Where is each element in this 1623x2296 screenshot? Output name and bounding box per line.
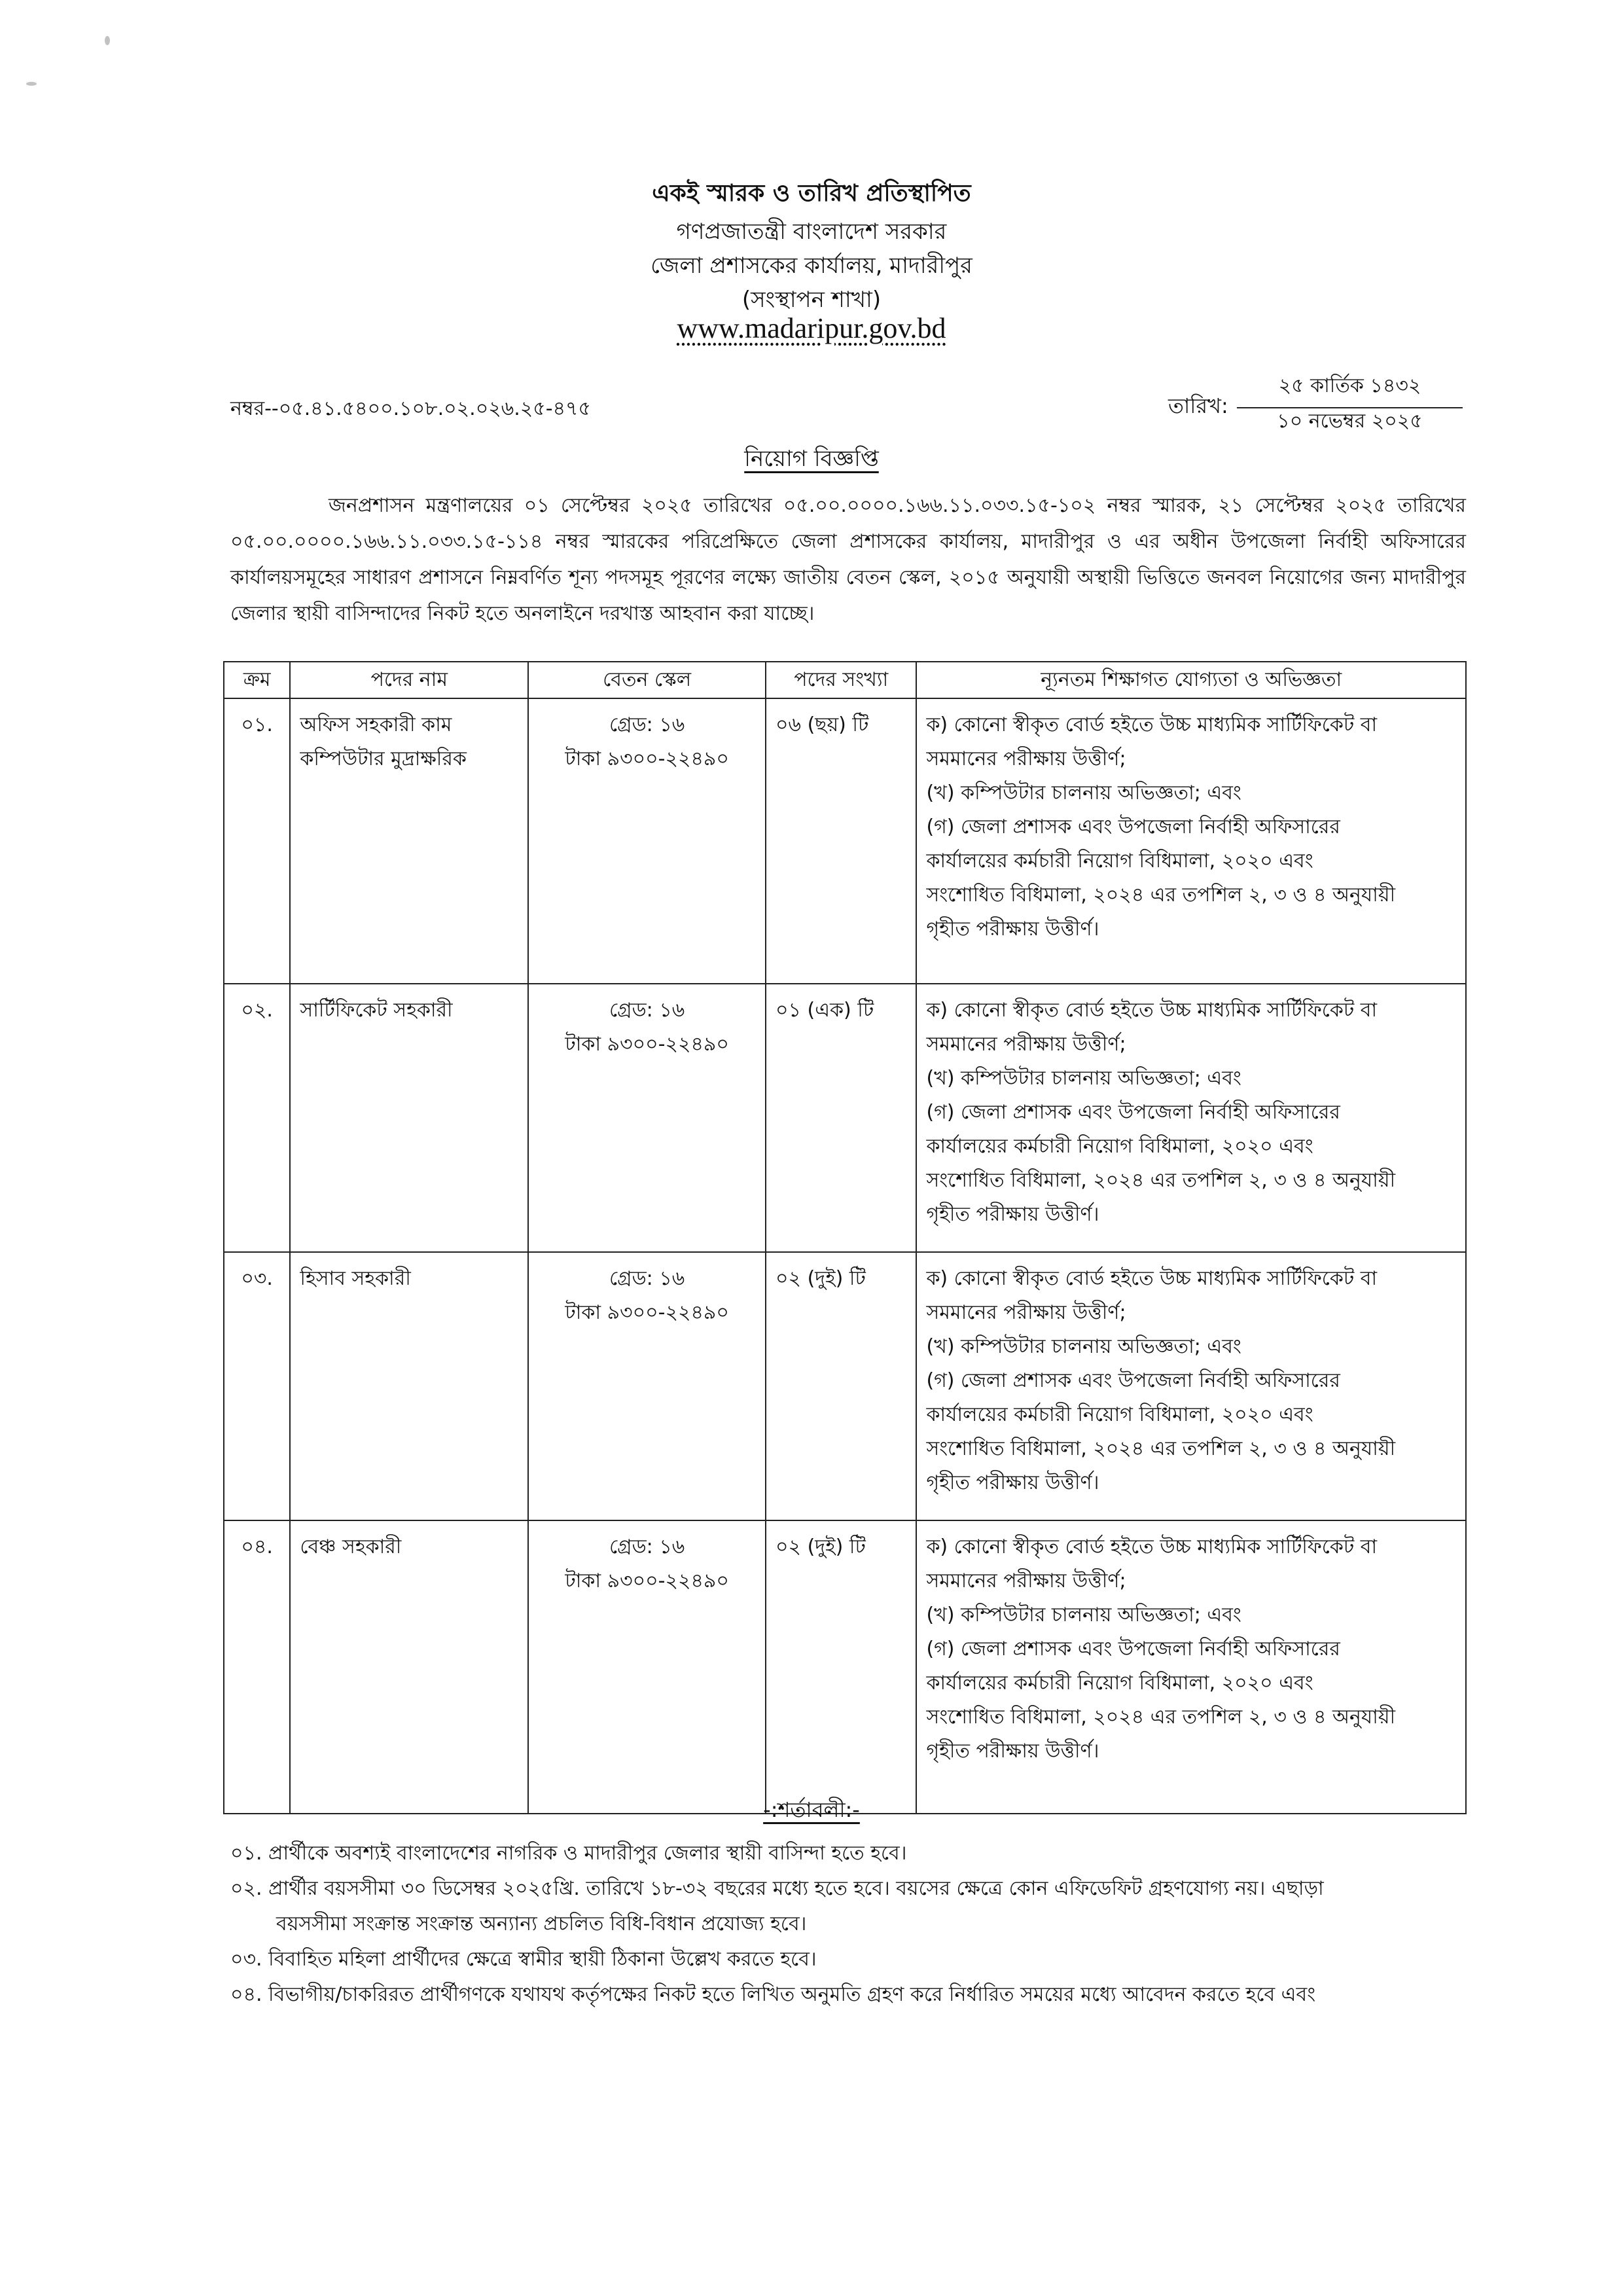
memo-number: নম্বর--০৫.৪১.৫৪০০.১০৮.০২.০২৬.২৫-৪৭৫ bbox=[230, 397, 592, 420]
post-name-line: বেঞ্চ সহকারী bbox=[300, 1535, 402, 1558]
qualification-line: কার্যালয়ের কর্মচারী নিয়োগ বিধিমালা, ২০২০ এবং bbox=[926, 850, 1313, 872]
qualification-line: (খ) কম্পিউটার চালনায় অভিজ্ঞতা; এবং bbox=[926, 1604, 1241, 1626]
website-link[interactable]: www.madaripur.gov.bd bbox=[677, 312, 946, 344]
pay-range: টাকা ৯৩০০-২২৪৯০ bbox=[565, 1570, 729, 1592]
header-qualification: ন্যূনতম শিক্ষাগত যোগ্যতা ও অভিজ্ঞতা bbox=[916, 662, 1466, 698]
header-pay-scale: বেতন স্কেল bbox=[528, 662, 766, 698]
term-continuation: বয়সসীমা সংক্রান্ত সংক্রান্ত অন্যান্য প্রচলিত বিধি-বিধান প্রযোজ্য হবে। bbox=[276, 1912, 807, 1935]
table-row bbox=[224, 984, 1466, 1252]
qualification-line: সংশোধিত বিধিমালা, ২০২৪ এর তপশিল ২, ৩ ও ৪ অনুযায়ী bbox=[926, 1169, 1396, 1192]
qualification-line: (খ) কম্পিউটার চালনায় অভিজ্ঞতা; এবং bbox=[926, 781, 1241, 804]
qualification-line: কার্যালয়ের কর্মচারী নিয়োগ বিধিমালা, ২০২০ এবং bbox=[926, 1672, 1313, 1695]
cell-pay-scale bbox=[528, 698, 766, 984]
cell-pay-scale bbox=[528, 1252, 766, 1520]
qualification-line: ক) কোনো স্বীকৃত বোর্ড হইতে উচ্চ মাধ্যমিক সার্টিফিকেট বা bbox=[926, 1267, 1378, 1290]
date-block bbox=[1168, 370, 1469, 442]
cell-qualification bbox=[916, 1520, 1466, 1814]
qualification-line: সংশোধিত বিধিমালা, ২০২৪ এর তপশিল ২, ৩ ও ৪ অনুযায়ী bbox=[926, 884, 1396, 906]
qualification-line: কার্যালয়ের কর্মচারী নিয়োগ বিধিমালা, ২০২০ এবং bbox=[926, 1403, 1313, 1426]
cell-post-count: ০৬ (ছয়) টি bbox=[766, 698, 916, 984]
header-post-count: পদের সংখ্যা bbox=[766, 662, 916, 698]
grade: গ্রেড: ১৬ bbox=[609, 1267, 685, 1290]
grade: গ্রেড: ১৬ bbox=[609, 713, 685, 736]
qualification-line: সমমানের পরীক্ষায় উত্তীর্ণ; bbox=[926, 1301, 1126, 1324]
cell-qualification bbox=[916, 1252, 1466, 1520]
branch-name: (সংস্থাপন শাখা) bbox=[741, 287, 882, 313]
cell-pay-scale bbox=[528, 984, 766, 1252]
term-text: ০৪. বিভাগীয়/চাকরিরত প্রার্থীগণকে যথাযথ কর্তৃপক্ষের নিকট হতে লিখিত অনুমতি গ্রহণ করে নির্ধারিত সময়ের মধ্যে আবেদন করতে হবে এবং bbox=[230, 1983, 1316, 2006]
cell-serial: ০১. bbox=[224, 698, 290, 984]
qualification-line: সমমানের পরীক্ষায় উত্তীর্ণ; bbox=[926, 747, 1126, 770]
cell-post-name bbox=[290, 1520, 528, 1814]
notice-title bbox=[0, 442, 1623, 479]
qualification-line: সংশোধিত বিধিমালা, ২০২৪ এর তপশিল ২, ৩ ও ৪ অনুযায়ী bbox=[926, 1706, 1396, 1729]
intro-paragraph: জনপ্রশাসন মন্ত্রণালয়ের ০১ সেপ্টেম্বর ২০২৫ তারিখের ০৫.০০.০০০০.১৬৬.১১.০৩৩.১৫-১০২ নম্বর স্মারক, ২১ সেপ্টেম্বর ২০২৫ তারিখের ০৫.০০.০০০০.১৬৬.১১.০৩৩.১৫-১১৪ নম্বর স্মারকের পরিপ্রেক্ষিতে জেলা প্রশাসকের কার্যালয়, মাদারীপুর ও এর অধীন উপজেলা নির্বাহী অফিসারের কার্যালয়সমূহের সাধারণ প্রশাসনে নিম্নবর্ণিত শূন্য পদসমূহ পূরণের লক্ষ্যে জাতীয় বেতন স্কেল, ২০১৫ অনুযায়ী অস্থায়ী ভিত্তিতে জনবল নিয়োগের জন্য মাদারীপুর জেলার স্থায়ী বাসিন্দাদের নিকট হতে অনলাইনে দরখাস্ত আহবান করা যাচ্ছে। bbox=[230, 494, 1466, 625]
cell-post-name bbox=[290, 984, 528, 1252]
qualification-line: ক) কোনো স্বীকৃত বোর্ড হইতে উচ্চ মাধ্যমিক সার্টিফিকেট বা bbox=[926, 1535, 1378, 1558]
cell-post-count: ০২ (দুই) টি bbox=[766, 1252, 916, 1520]
cell-post-name bbox=[290, 1252, 528, 1520]
grade: গ্রেড: ১৬ bbox=[609, 999, 685, 1022]
date-gregorian: ১০ নভেম্বর ২০২৫ bbox=[1277, 410, 1423, 433]
notice-title-text: নিয়োগ বিজ্ঞপ্তি bbox=[744, 446, 879, 472]
term-item bbox=[230, 1836, 1474, 1871]
qualification-line: সমমানের পরীক্ষায় উত্তীর্ণ; bbox=[926, 1033, 1126, 1056]
qualification-line: গৃহীত পরীক্ষায় উত্তীর্ণ। bbox=[926, 1203, 1099, 1226]
terms-title bbox=[0, 1793, 1623, 1829]
replacement-note: একই স্মারক ও তারিখ প্রতিস্থাপিত bbox=[652, 180, 971, 207]
post-name-line: সার্টিফিকেট সহকারী bbox=[300, 999, 453, 1022]
government-name: গণপ্রজাতন্ত্রী বাংলাদেশ সরকার bbox=[676, 219, 947, 245]
qualification-line: ক) কোনো স্বীকৃত বোর্ড হইতে উচ্চ মাধ্যমিক সার্টিফিকেট বা bbox=[926, 999, 1378, 1022]
term-text: ০৩. বিবাহিত মহিলা প্রার্থীদের ক্ষেত্রে স্বামীর স্থায়ী ঠিকানা উল্লেখ করতে হবে। bbox=[230, 1948, 817, 1971]
cell-pay-scale bbox=[528, 1520, 766, 1814]
qualification-line: (গ) জেলা প্রশাসক এবং উপজেলা নির্বাহী অফিসারের bbox=[926, 1369, 1340, 1392]
term-text: ০১. প্রার্থীকে অবশ্যই বাংলাদেশের নাগরিক ও মাদারীপুর জেলার স্থায়ী বাসিন্দা হতে হবে। bbox=[230, 1842, 907, 1865]
cell-post-count: ০১ (এক) টি bbox=[766, 984, 916, 1252]
terms-title-text: -:শর্তাবলী:- bbox=[763, 1797, 860, 1822]
cell-qualification bbox=[916, 984, 1466, 1252]
pay-range: টাকা ৯৩০০-২২৪৯০ bbox=[565, 1301, 729, 1324]
qualification-line: ক) কোনো স্বীকৃত বোর্ড হইতে উচ্চ মাধ্যমিক সার্টিফিকেট বা bbox=[926, 713, 1378, 736]
qualification-line: সংশোধিত বিধিমালা, ২০২৪ এর তপশিল ২, ৩ ও ৪ অনুযায়ী bbox=[926, 1437, 1396, 1460]
cell-post-count: ০২ (দুই) টি bbox=[766, 1520, 916, 1814]
date-bangla: ২৫ কার্তিক ১৪৩২ bbox=[1237, 370, 1463, 408]
pay-range: টাকা ৯৩০০-২২৪৯০ bbox=[565, 747, 729, 770]
table-row bbox=[224, 698, 1466, 984]
cell-serial: ০২. bbox=[224, 984, 290, 1252]
scan-artifact bbox=[105, 36, 110, 45]
term-item bbox=[230, 1977, 1474, 2013]
qualification-line: গৃহীত পরীক্ষায় উত্তীর্ণ। bbox=[926, 1740, 1099, 1763]
qualification-line: (খ) কম্পিউটার চালনায় অভিজ্ঞতা; এবং bbox=[926, 1335, 1241, 1358]
post-name-line: অফিস সহকারী কাম bbox=[300, 713, 452, 736]
qualification-line: (গ) জেলা প্রশাসক এবং উপজেলা নির্বাহী অফিসারের bbox=[926, 1101, 1340, 1124]
post-name-line: হিসাব সহকারী bbox=[300, 1267, 411, 1290]
qualification-line: কার্যালয়ের কর্মচারী নিয়োগ বিধিমালা, ২০২০ এবং bbox=[926, 1135, 1313, 1158]
post-name-line: কম্পিউটার মুদ্রাক্ষরিক bbox=[300, 747, 467, 770]
terms-list bbox=[230, 1836, 1474, 2013]
date-label: তারিখ: bbox=[1168, 393, 1228, 418]
office-name: জেলা প্রশাসকের কার্যালয়, মাদারীপুর bbox=[651, 253, 972, 279]
cell-qualification bbox=[916, 698, 1466, 984]
term-item bbox=[230, 1942, 1474, 1977]
term-text: ০২. প্রার্থীর বয়সসীমা ৩০ ডিসেম্বর ২০২৫খ্রি. তারিখে ১৮-৩২ বছরের মধ্যে হতে হবে। বয়সের ক্ষেত্রে কোন এফিডেফিট গ্রহণযোগ্য নয়। এছাড়া bbox=[230, 1877, 1324, 1900]
qualification-line: সমমানের পরীক্ষায় উত্তীর্ণ; bbox=[926, 1570, 1126, 1592]
term-item bbox=[230, 1871, 1474, 1942]
qualification-line: (খ) কম্পিউটার চালনায় অভিজ্ঞতা; এবং bbox=[926, 1067, 1241, 1090]
grade: গ্রেড: ১৬ bbox=[609, 1535, 685, 1558]
header-post-name: পদের নাম bbox=[290, 662, 528, 698]
cell-post-name bbox=[290, 698, 528, 984]
vacancy-table bbox=[223, 661, 1467, 1814]
qualification-line: গৃহীত পরীক্ষায় উত্তীর্ণ। bbox=[926, 918, 1099, 941]
qualification-line: (গ) জেলা প্রশাসক এবং উপজেলা নির্বাহী অফিসারের bbox=[926, 1638, 1340, 1660]
table-row bbox=[224, 1520, 1466, 1814]
table-header-row bbox=[224, 662, 1466, 698]
table-row bbox=[224, 1252, 1466, 1520]
qualification-line: (গ) জেলা প্রশাসক এবং উপজেলা নির্বাহী অফিসারের bbox=[926, 816, 1340, 838]
cell-serial: ০৪. bbox=[224, 1520, 290, 1814]
qualification-line: গৃহীত পরীক্ষায় উত্তীর্ণ। bbox=[926, 1471, 1099, 1494]
pay-range: টাকা ৯৩০০-২২৪৯০ bbox=[565, 1033, 729, 1056]
scan-artifact bbox=[26, 82, 37, 86]
cell-serial: ০৩. bbox=[224, 1252, 290, 1520]
header-serial: ক্রম bbox=[224, 662, 290, 698]
